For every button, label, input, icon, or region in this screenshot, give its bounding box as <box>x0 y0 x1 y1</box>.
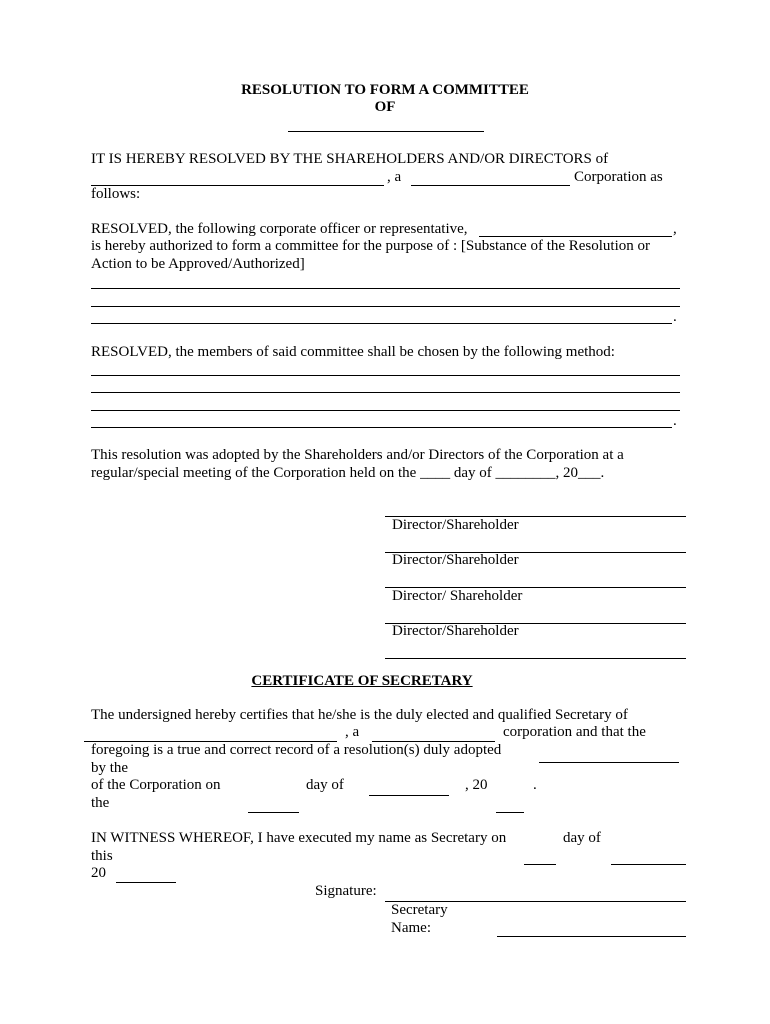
cert-month-blank[interactable] <box>369 795 449 796</box>
signature-line-5[interactable] <box>385 658 686 659</box>
secretary-name-label: Name: <box>391 920 431 936</box>
cert-foregoing: foregoing is a true and correct record of a resolution(s) duly adopted <box>91 742 502 758</box>
signature-label-3: Director/ Shareholder <box>392 588 523 604</box>
adoption-line1: This resolution was adopted by the Shareholders and/or Directors of the Corporation at a <box>91 447 624 463</box>
company-name-blank[interactable] <box>288 131 484 132</box>
resolved1-line2: is hereby authorized to form a committee for the purpose of : [Substance of the Resolution or <box>91 238 651 254</box>
witness-20: 20 <box>91 865 106 881</box>
method-line-1[interactable] <box>91 375 680 376</box>
purpose-line-1[interactable] <box>91 288 680 289</box>
cert-day-blank[interactable] <box>248 812 299 813</box>
cert-period: . <box>533 777 537 793</box>
resolved1-line1: RESOLVED, the following corporate officer or representative, <box>91 221 468 237</box>
secretary-label: Secretary <box>391 902 448 918</box>
method-line-3[interactable] <box>91 410 680 411</box>
adoption-line2: regular/special meeting of the Corporation held on the ____ day of ________, 20___. <box>91 465 605 481</box>
method-period: . <box>673 413 677 429</box>
signature-label-2: Director/Shareholder <box>392 552 519 568</box>
witness-year-blank[interactable] <box>116 882 176 883</box>
witness-day-of: day of <box>563 830 601 846</box>
cert-body-blank[interactable] <box>539 762 679 763</box>
intro-follows: follows: <box>91 186 141 202</box>
witness-day-blank[interactable] <box>524 864 556 865</box>
purpose-period: . <box>673 309 677 325</box>
signature-label-4: Director/Shareholder <box>392 623 519 639</box>
method-line-2[interactable] <box>91 392 680 393</box>
witness-line: IN WITNESS WHEREOF, I have executed my name as Secretary on <box>91 830 507 846</box>
certificate-heading: CERTIFICATE OF SECRETARY <box>251 673 473 689</box>
purpose-line-2[interactable] <box>91 306 680 307</box>
witness-month-blank[interactable] <box>611 864 686 865</box>
method-line-4[interactable] <box>91 427 672 428</box>
cert-day-of: day of <box>306 777 344 793</box>
title-line1: RESOLUTION TO FORM A COMMITTEE <box>241 82 529 98</box>
cert-year-blank[interactable] <box>496 812 524 813</box>
resolved2-line1: RESOLVED, the members of said committee shall be chosen by the following method: <box>91 344 615 360</box>
cert-by-the: by the <box>91 760 129 776</box>
signature-label-1: Director/Shareholder <box>392 517 519 533</box>
cert-comma-20: , 20 <box>465 777 488 793</box>
state-blank[interactable] <box>411 185 570 186</box>
intro-line1: IT IS HEREBY RESOLVED BY THE SHAREHOLDERS AND/OR DIRECTORS of <box>91 151 609 167</box>
intro-comma-a: , a <box>387 169 402 185</box>
resolved1-comma: , <box>673 221 677 237</box>
purpose-line-3[interactable] <box>91 323 672 324</box>
cert-corp-and: corporation and that the <box>503 724 646 740</box>
witness-this: this <box>91 848 113 864</box>
title-line2: OF <box>374 99 396 115</box>
intro-corporation-as: Corporation as <box>574 169 663 185</box>
certificate-line1: The undersigned hereby certifies that he/she is the duly elected and qualified Secretary of <box>91 707 628 723</box>
officer-blank[interactable] <box>479 236 672 237</box>
cert-comma-a: , a <box>345 724 360 740</box>
resolved1-line3: Action to be Approved/Authorized] <box>91 256 305 272</box>
cert-of-corp-on: of the Corporation on <box>91 777 221 793</box>
secretary-name-line[interactable] <box>497 936 686 937</box>
secretary-signature-label: Signature: <box>315 883 377 899</box>
cert-the: the <box>91 795 110 811</box>
